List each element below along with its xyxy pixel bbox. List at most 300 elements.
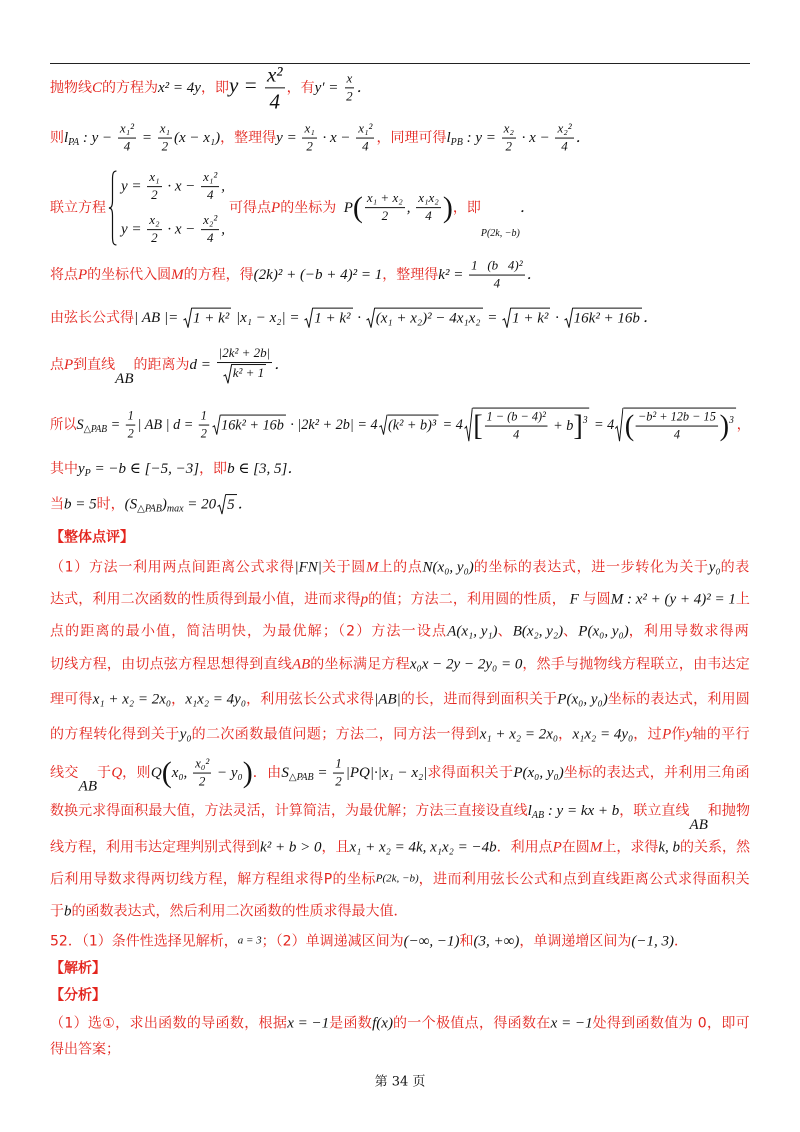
- fraction-numerator: [118, 122, 136, 139]
- square-root: [502, 308, 550, 329]
- math-run: |2k² + 2b|: [218, 345, 271, 361]
- math-run: x₁x₂ = 4y₀: [572, 726, 634, 743]
- text-line: [50, 960, 106, 978]
- fraction-denominator: [672, 427, 682, 443]
- math-run: ·: [353, 310, 365, 326]
- text-run: 联立方程: [50, 200, 106, 216]
- math-run: 4: [561, 138, 568, 154]
- math-run: · x −: [318, 130, 355, 146]
- math-run: 1 + k²: [192, 310, 230, 327]
- math-run: 4: [425, 208, 432, 224]
- math-run: (x − x₁): [174, 130, 221, 146]
- fraction-denominator: [559, 139, 570, 155]
- radicand: [387, 415, 438, 436]
- text-run: 轴的平行: [692, 726, 750, 743]
- text-run: 则: [50, 130, 64, 146]
- math-symbol: y: [685, 726, 693, 743]
- fraction: [333, 757, 343, 790]
- text-run: ，即: [452, 200, 481, 216]
- math-run: =: [313, 765, 332, 781]
- math-run: x₁: [149, 169, 160, 185]
- math-run-small: P(2k, −b): [375, 872, 419, 885]
- large-bracket: ): [719, 409, 730, 442]
- fraction: [344, 72, 355, 105]
- superscript: 3: [729, 415, 734, 426]
- text-run: ，联立直线: [619, 802, 690, 819]
- text-run: 的长，进而得到面积关于: [400, 691, 558, 708]
- fraction-numerator: [147, 170, 161, 187]
- square-root: [212, 415, 286, 436]
- fraction: [201, 170, 219, 203]
- math-run: S: [76, 417, 84, 433]
- math-run-large: x²: [266, 62, 283, 87]
- text-line: [50, 1015, 750, 1034]
- text-line: [50, 802, 751, 833]
- math-run: 1 − (b − 4)²: [486, 408, 546, 424]
- fraction-denominator: [360, 139, 371, 155]
- math-run: 2: [505, 138, 513, 154]
- text-run: 、: [497, 623, 513, 640]
- fraction-denominator: [220, 363, 269, 384]
- text-run: 线交: [50, 765, 79, 781]
- fraction: [199, 409, 209, 442]
- math-run: | AB |=: [134, 310, 182, 326]
- text-line: [50, 494, 253, 516]
- math-run: (−∞, −1): [403, 933, 460, 950]
- large-bracket: (: [352, 191, 363, 224]
- fraction: [118, 122, 136, 155]
- fraction-denominator: [197, 774, 207, 790]
- math-run: y =: [121, 221, 146, 238]
- math-run: ·: [551, 310, 563, 326]
- math-run: Q: [150, 765, 162, 781]
- text-run: 的函数表达式，然后利用二次函数的性质求得最大值．: [71, 903, 408, 920]
- fraction-denominator: [199, 426, 209, 442]
- text-run: 于: [50, 903, 64, 920]
- text-run: 点: [50, 357, 64, 373]
- math-run: l: [64, 130, 69, 146]
- text-run: ，: [736, 417, 750, 433]
- math-run: 16k² + 16b: [221, 417, 284, 434]
- math-run: 4: [513, 426, 520, 442]
- large-bracket: ): [442, 191, 453, 224]
- text-run: 抛物线: [50, 80, 92, 96]
- math-label-lowered: AB: [689, 816, 708, 833]
- math-run: x₁: [304, 120, 315, 136]
- math-run: b = 5: [64, 496, 97, 513]
- radical-sign-icon: [502, 308, 511, 329]
- math-symbol: M: [365, 559, 379, 576]
- math-symbol: M: [589, 839, 603, 856]
- radical-sign-icon: [183, 308, 192, 329]
- fraction-numerator: [302, 122, 316, 139]
- large-bracket: (: [161, 756, 172, 789]
- math-run: x₂: [149, 212, 160, 227]
- text-line: [50, 1041, 120, 1059]
- large-bracket: ]: [573, 409, 583, 442]
- text-line: [50, 755, 751, 795]
- math-run: x₁ + x₂ = 2x₀: [479, 726, 559, 743]
- math-run: y′ =: [314, 80, 343, 96]
- radical-sign-icon: [366, 308, 375, 329]
- fraction-denominator: [344, 89, 355, 105]
- math-run: 2: [151, 187, 158, 203]
- fraction: [193, 757, 211, 790]
- subscript: △PAB: [83, 424, 108, 435]
- fraction-denominator: [423, 209, 434, 225]
- math-run: A(x₁, y₁): [447, 623, 498, 640]
- fraction-denominator: [268, 89, 283, 114]
- math-run: y =: [276, 130, 301, 146]
- fraction-numerator: [201, 170, 219, 187]
- math-symbol: M: [171, 267, 184, 283]
- text-run: 、: [563, 623, 579, 640]
- math-run: y: [78, 460, 85, 477]
- fraction-denominator: [492, 276, 503, 292]
- radical-sign-icon: [304, 308, 313, 329]
- math-run: 1: [335, 755, 342, 771]
- math-run: ．: [274, 357, 290, 373]
- math-run: (k² + b)³: [388, 417, 437, 434]
- fraction: [217, 346, 273, 384]
- text-run: ，即: [199, 460, 228, 477]
- fraction-denominator: [504, 139, 515, 155]
- square-root: [223, 364, 266, 384]
- math-run: P(x₀, y₀): [557, 691, 608, 708]
- math-run: x₁²: [358, 120, 373, 136]
- fraction-numerator: [158, 122, 172, 139]
- radicand: [192, 308, 231, 329]
- heading-label: 【解析】: [50, 960, 106, 977]
- math-run: P(x₀, y₀): [513, 765, 564, 781]
- math-run: 2: [200, 425, 207, 441]
- superscript: 3: [582, 415, 588, 426]
- text-run: ，过: [633, 726, 663, 743]
- text-run: ．利用点: [496, 839, 553, 856]
- text-run: （1）方法一利用两点间距离公式求得: [50, 559, 295, 576]
- radicand: [624, 408, 736, 443]
- math-run: x₁²: [203, 169, 218, 185]
- radical-sign-icon: [564, 308, 573, 329]
- math-run: = 20: [183, 496, 217, 513]
- text-run: 的关系，然: [680, 839, 751, 856]
- math-symbol: C: [92, 80, 103, 96]
- math-run: 4: [493, 275, 501, 291]
- radical-sign-icon: [464, 408, 473, 443]
- page-number: 第 34 页: [374, 1074, 426, 1090]
- math-run-large: =: [238, 73, 263, 97]
- radicand: [226, 494, 237, 515]
- radical-sign-icon: [615, 408, 624, 443]
- math-run: (−1, 3): [631, 933, 674, 950]
- math-run: 4: [362, 138, 369, 154]
- text-run: 的坐标满足方程: [310, 656, 410, 673]
- fraction-denominator: [149, 187, 160, 203]
- square-root: [464, 408, 590, 443]
- text-run: 可得点: [229, 200, 272, 216]
- math-run: =: [138, 130, 156, 146]
- text-run: 坐标的表达式，并利用三角函: [563, 765, 751, 781]
- left-brace-icon: [108, 170, 117, 246]
- square-root: [217, 494, 237, 515]
- text-line: [50, 903, 408, 922]
- fraction: [302, 122, 316, 155]
- equation-rows: [121, 170, 225, 246]
- text-line: [50, 259, 542, 292]
- text-run: ，: [558, 726, 573, 743]
- text-run: 的方程转化得到关于: [50, 726, 180, 743]
- square-root: [379, 415, 438, 436]
- radicand: [232, 364, 266, 384]
- fraction: [555, 122, 573, 155]
- text-line: [50, 726, 750, 745]
- fraction-denominator: [380, 209, 391, 225]
- fraction-numerator: [485, 410, 548, 427]
- math-run: ．: [575, 130, 591, 146]
- text-run: ，整理得: [220, 130, 277, 146]
- fraction-numerator: [126, 409, 136, 426]
- math-run: 1 + k²: [512, 310, 549, 327]
- math-run: ．: [526, 267, 542, 283]
- text-run: 的表: [720, 559, 750, 576]
- math-symbol: P: [78, 267, 88, 283]
- math-run: y =: [121, 178, 146, 195]
- math-run: ,: [221, 178, 226, 195]
- text-line: [50, 559, 750, 578]
- large-bracket: ): [242, 756, 253, 789]
- math-run: =: [107, 417, 124, 433]
- text-line: [50, 529, 134, 547]
- text-run: 的坐标的表达式，进一步转化为关于: [473, 559, 709, 576]
- radicand: [511, 308, 550, 329]
- math-run: (3, +∞): [473, 933, 520, 950]
- text-run: ．: [673, 933, 688, 950]
- math-run: 1: [200, 407, 207, 423]
- text-run: 线方程，利用韦达定理判别式得到: [50, 839, 261, 856]
- text-run: ，然手与抛物线方程联立，由韦达定: [522, 656, 751, 673]
- math-run: |FN|: [294, 559, 322, 576]
- math-run: k² + b > 0: [260, 839, 322, 856]
- text-line: [50, 460, 302, 481]
- square-root: [564, 308, 642, 329]
- subscript: △PAB: [137, 503, 162, 515]
- math-run: 2: [346, 88, 353, 104]
- math-run: |AB|: [374, 691, 401, 708]
- math-symbol: P: [64, 357, 74, 373]
- text-run: 求得面积关于: [427, 765, 514, 781]
- text-run: 于: [96, 765, 112, 781]
- math-run: : y −: [79, 130, 116, 146]
- fraction-numerator: [365, 192, 405, 209]
- equation-row: [121, 213, 225, 246]
- math-run: 2: [198, 773, 206, 789]
- math-run: k, b: [658, 839, 680, 856]
- math-run: x₂²: [203, 212, 218, 227]
- radicand: [573, 308, 642, 329]
- text-line: [50, 623, 750, 642]
- math-run: x₁x₂: [418, 190, 439, 206]
- text-run: 的值；方法二，利用圆的性质，: [368, 591, 566, 608]
- math-run: 2: [381, 208, 389, 224]
- math-run: = 4: [438, 417, 463, 433]
- math-run: P: [336, 200, 353, 216]
- text-run: 的方程为: [102, 80, 159, 96]
- text-run: 在圆: [561, 839, 590, 856]
- math-run: x₁ + x₂: [366, 190, 403, 206]
- text-run: ，进而利用弦长公式和点到直线距离公式求得面积关: [418, 871, 750, 888]
- text-run: 的方程，得: [183, 267, 254, 283]
- math-run: 2: [127, 425, 134, 441]
- text-run: 数换元求得面积最大值，方法灵活，计算简洁，为最优解；方法三直接设直线: [50, 802, 528, 819]
- math-run: (S: [124, 496, 138, 513]
- equation-system: [108, 170, 225, 246]
- fraction: [485, 410, 548, 443]
- math-run: F: [565, 591, 583, 608]
- text-run: 得出答案；: [50, 1041, 120, 1058]
- math-run: ,: [406, 200, 415, 216]
- text-run: ，则: [122, 765, 151, 781]
- math-run: x₀x − 2y − 2y₀ = 0: [409, 656, 523, 673]
- fraction: [126, 409, 136, 442]
- text-run: 关于圆: [321, 559, 366, 576]
- text-line: [50, 345, 290, 387]
- math-run: = −b ∈ [−5, −3]: [90, 460, 200, 477]
- math-symbol: P: [552, 839, 562, 856]
- text-line: [50, 933, 688, 952]
- math-run: f(x): [372, 1015, 393, 1032]
- math-run: M : x² + (y + 4)² = 1: [610, 591, 736, 608]
- math-run: =: [483, 310, 502, 326]
- fraction-denominator: [160, 139, 171, 155]
- math-run: 16k² + 16b: [573, 310, 640, 327]
- radicand: [313, 308, 352, 329]
- fraction-denominator: [304, 139, 315, 155]
- math-run: S: [281, 765, 289, 781]
- math-run: 5: [227, 497, 235, 514]
- math-run: − y₀: [213, 765, 243, 781]
- text-run: 将点: [50, 267, 78, 283]
- math-run: l: [446, 130, 451, 146]
- fraction-numerator: [199, 409, 209, 426]
- large-bracket: (: [624, 409, 635, 442]
- math-run: b ∈ [3, 5]: [227, 460, 288, 477]
- text-run: 和: [459, 933, 474, 950]
- fraction-numerator: [416, 192, 441, 209]
- text-run: 当: [50, 496, 64, 513]
- math-run: x₂²: [557, 120, 572, 136]
- math-run: y₀: [179, 726, 192, 743]
- fraction-denominator: [126, 426, 136, 442]
- text-run: ，即: [200, 80, 229, 96]
- math-run: : y = kx + b: [544, 802, 620, 819]
- math-run: x = −1: [550, 1015, 593, 1032]
- math-symbol: P: [271, 200, 281, 216]
- fraction-denominator: [333, 774, 343, 790]
- text-run: ，利用弦长公式求得: [246, 691, 375, 708]
- math-run: (2k)² + (−b + 4)² = 1: [253, 267, 383, 283]
- fraction: [158, 122, 172, 155]
- text-run: 52．（1）条件性选择见解析，: [50, 933, 238, 950]
- text-run: ，: [171, 691, 186, 708]
- fraction: [356, 122, 374, 155]
- math-symbol: p: [360, 591, 369, 608]
- text-run: （1）选①，求出函数的导函数，根据: [50, 1015, 288, 1032]
- text-run: 上的点: [378, 559, 423, 576]
- fraction: [502, 122, 516, 155]
- text-run: 与圆: [582, 591, 611, 608]
- math-run: x₀²: [195, 755, 210, 771]
- math-run: ．: [287, 460, 303, 477]
- text-line: [50, 170, 535, 246]
- fraction: [147, 213, 161, 246]
- text-run: 时，: [96, 496, 125, 513]
- math-run: 1 (b 4)²: [471, 257, 523, 273]
- subscript: P: [84, 467, 91, 479]
- text-run: ，同理可得: [376, 130, 447, 146]
- text-run: 的二次函数最值问题；方法二，同方法一得到: [191, 726, 480, 743]
- math-run: | AB | d =: [137, 417, 197, 433]
- text-run: 的坐标代入圆: [87, 267, 172, 283]
- math-run: ．: [519, 200, 535, 216]
- text-run: ，且: [321, 839, 350, 856]
- text-run: 坐标的表达式，利用圆: [607, 691, 751, 708]
- square-root: [304, 308, 352, 329]
- radical-sign-icon: [379, 415, 388, 436]
- math-run: 2: [161, 138, 169, 154]
- text-run: 的距离为: [133, 357, 190, 373]
- text-run: 是函数: [329, 1015, 373, 1032]
- math-run: 2: [306, 138, 313, 154]
- fraction: [365, 192, 405, 225]
- math-run: 1 + k²: [314, 310, 351, 327]
- radical-sign-icon: [217, 494, 226, 515]
- math-run: 1: [127, 407, 134, 423]
- radical-sign-icon: [212, 415, 221, 436]
- text-line: [50, 691, 750, 710]
- text-run: 理可得: [50, 691, 93, 708]
- fraction-numerator: [201, 213, 219, 230]
- fraction: [469, 259, 525, 292]
- math-symbol: P: [662, 726, 672, 743]
- math-run: |x₁ − x₂| =: [232, 310, 304, 326]
- math-run-lowered: P(2k, −b): [480, 228, 520, 239]
- math-run: x₁ + x₂ = 4k, x₁x₂ = −4b: [349, 839, 497, 856]
- fraction-denominator: [205, 230, 216, 246]
- square-root: [183, 308, 231, 329]
- text-run: 上，求得: [602, 839, 659, 856]
- text-line: [50, 308, 658, 329]
- text-run: ；（2）单调递减区间为: [261, 933, 404, 950]
- math-run: x: [346, 70, 353, 86]
- radicand: [375, 308, 483, 329]
- text-run: ，单调递增区间为: [519, 933, 632, 950]
- subscript: △PAB: [288, 772, 314, 783]
- text-line: [50, 62, 372, 113]
- square-root: [615, 408, 736, 443]
- math-run: x₀,: [171, 765, 192, 781]
- text-run: 和抛物: [707, 802, 751, 819]
- text-run: 上: [735, 591, 751, 608]
- math-run-large: y: [228, 73, 239, 97]
- math-run: 4: [123, 138, 131, 154]
- fraction-numerator: [502, 122, 516, 139]
- math-run: = 4: [590, 417, 615, 433]
- text-run: 由弦长公式得: [50, 310, 134, 326]
- text-line: [50, 871, 750, 889]
- text-line: [50, 839, 750, 858]
- fraction-numerator: [147, 213, 161, 230]
- math-run: ．: [356, 80, 372, 96]
